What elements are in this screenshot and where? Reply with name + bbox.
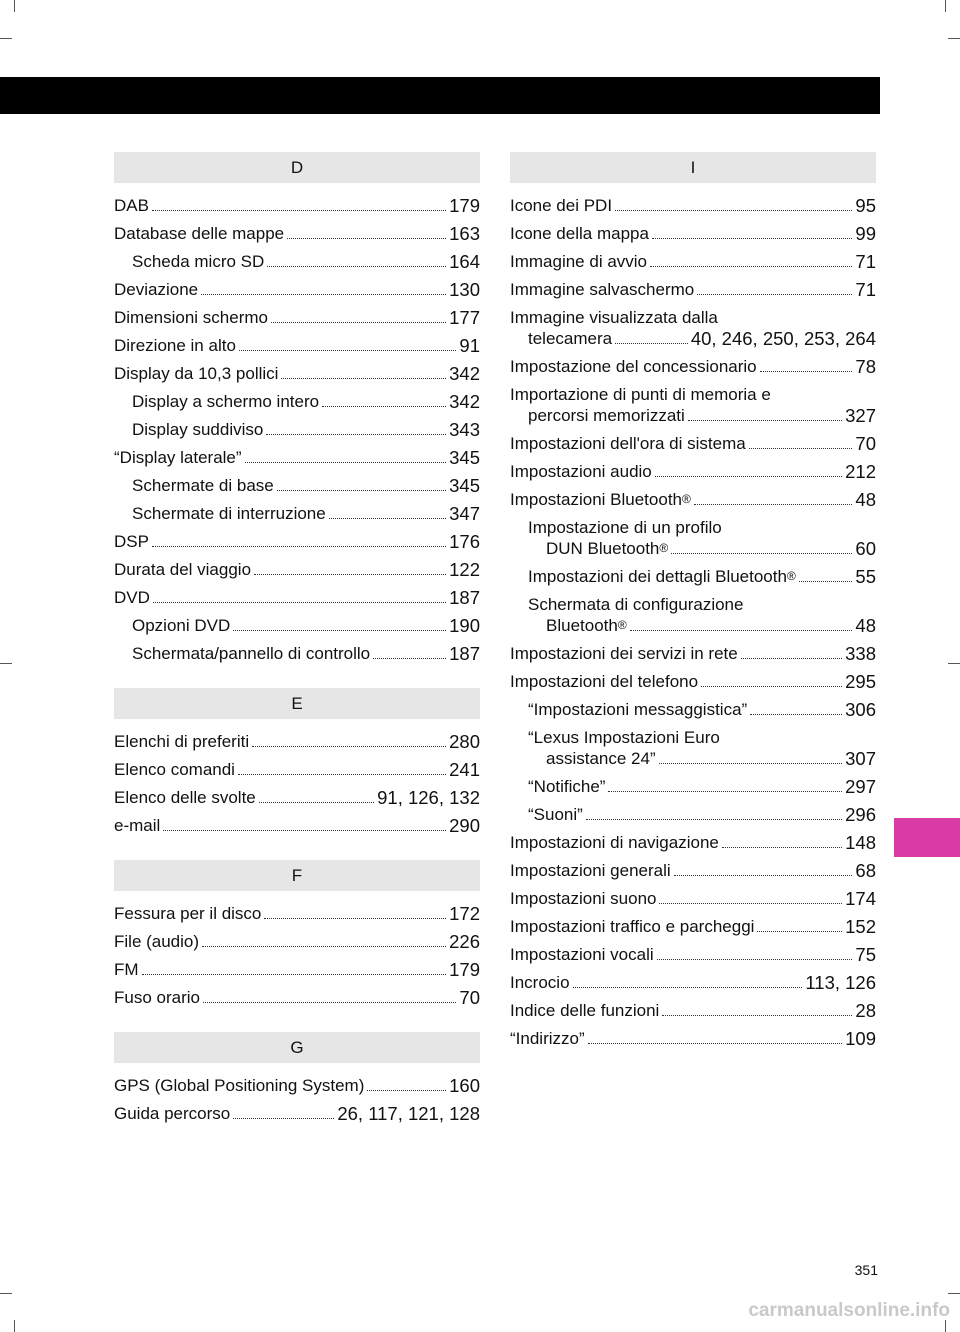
entry-page: 70 <box>855 433 876 454</box>
index-entry <box>114 528 480 556</box>
entry-page: 91, 126, 132 <box>377 787 480 808</box>
crop-mark <box>0 663 12 664</box>
dot-leader <box>671 553 852 554</box>
index-entry <box>510 192 876 220</box>
index-entry <box>510 1025 876 1053</box>
dot-leader <box>322 406 446 407</box>
dot-leader <box>741 658 842 659</box>
entry-page: 78 <box>855 356 876 377</box>
entry-page: 345 <box>449 475 480 496</box>
entry-text: Impostazioni audio <box>510 462 652 481</box>
dot-leader <box>238 774 446 775</box>
entry-text: “Impostazioni messaggistica” <box>528 700 748 719</box>
crop-mark <box>948 663 960 664</box>
dot-leader <box>203 1002 456 1003</box>
entry-text: Impostazione del concessionario <box>510 357 757 376</box>
dot-leader <box>694 504 853 505</box>
entry-page: 26, 117, 121, 128 <box>337 1103 480 1124</box>
section-letter: D <box>114 152 480 183</box>
entry-page: 164 <box>449 251 480 272</box>
index-entry <box>114 1072 480 1100</box>
entry-text: Opzioni DVD <box>132 616 231 635</box>
index-entry <box>114 784 480 812</box>
entry-text: Importazione di punti di memoria e <box>510 385 771 404</box>
entry-text: Impostazioni vocali <box>510 945 654 964</box>
entry-page: 241 <box>449 759 480 780</box>
crop-mark <box>14 0 15 12</box>
entry-text: Immagine di avvio <box>510 252 648 271</box>
registered-mark: ® <box>617 618 627 632</box>
entry-page: 40, 246, 250, 253, 264 <box>690 328 876 349</box>
index-entry <box>114 444 480 472</box>
entry-text: Elenco delle svolte <box>114 788 256 807</box>
index-entry <box>114 640 480 668</box>
entry-page: 68 <box>855 860 876 881</box>
index-entry <box>114 360 480 388</box>
index-entry <box>114 984 480 1012</box>
dot-leader <box>750 714 842 715</box>
dot-leader <box>239 350 457 351</box>
entry-text: “Lexus Impostazioni Euro <box>528 728 720 747</box>
dot-leader <box>163 830 446 831</box>
entry-text: Elenco comandi <box>114 760 235 779</box>
index-entry <box>510 486 876 514</box>
index-entry <box>114 612 480 640</box>
entry-continuation <box>510 405 876 426</box>
index-entry <box>510 913 876 941</box>
index-entry <box>510 276 876 304</box>
index-section <box>510 152 876 1053</box>
index-entry <box>510 591 876 640</box>
entry-continuation <box>528 748 876 769</box>
dot-leader <box>630 630 853 631</box>
entry-page: 338 <box>845 643 876 664</box>
dot-leader <box>153 602 446 603</box>
entry-page: 172 <box>449 903 480 924</box>
dot-leader <box>373 658 446 659</box>
index-entry <box>114 556 480 584</box>
dot-leader <box>281 378 446 379</box>
section-letter: E <box>114 688 480 719</box>
entry-text: Impostazioni di navigazione <box>510 833 719 852</box>
entry-text: Impostazioni dell'ora di sistema <box>510 434 746 453</box>
entry-text: Impostazioni generali <box>510 861 671 880</box>
entry-page: 226 <box>449 931 480 952</box>
page-number: 351 <box>854 1262 878 1278</box>
index-entry <box>510 969 876 997</box>
dot-leader <box>329 518 446 519</box>
entry-text-continued: DUN Bluetooth <box>546 539 660 558</box>
entry-text-continued: telecamera <box>528 329 613 348</box>
index-entry <box>114 956 480 984</box>
index-entry <box>114 1100 480 1128</box>
entry-text: “Suoni” <box>528 805 583 824</box>
entry-text: Indice delle funzioni <box>510 1001 660 1020</box>
entry-page: 307 <box>845 748 876 769</box>
entry-text: Impostazione di un profilo <box>528 518 722 537</box>
crop-mark <box>945 0 946 12</box>
dot-leader <box>659 763 843 764</box>
entry-page: 290 <box>449 815 480 836</box>
entry-continuation <box>510 328 876 349</box>
dot-leader <box>659 903 842 904</box>
entry-page: 280 <box>449 731 480 752</box>
entry-text: Impostazioni Bluetooth <box>510 490 682 509</box>
entry-text: Deviazione <box>114 280 199 299</box>
entry-page: 60 <box>855 538 876 559</box>
crop-mark <box>948 1293 960 1294</box>
index-entry <box>114 416 480 444</box>
index-entry <box>510 885 876 913</box>
entry-page: 48 <box>855 615 876 636</box>
entry-page: 297 <box>845 776 876 797</box>
entry-page: 91 <box>459 335 480 356</box>
dot-leader <box>259 802 374 803</box>
section-letter: F <box>114 860 480 891</box>
entry-page: 179 <box>449 959 480 980</box>
entry-text: Impostazioni suono <box>510 889 657 908</box>
entry-text: “Indirizzo” <box>510 1029 585 1048</box>
dot-leader <box>757 931 842 932</box>
entry-page: 187 <box>449 587 480 608</box>
dot-leader <box>252 746 446 747</box>
entry-text: Impostazioni dei servizi in rete <box>510 644 738 663</box>
entry-text: FM <box>114 960 139 979</box>
chapter-tab <box>894 818 960 857</box>
index-entry <box>510 430 876 458</box>
section-letter: I <box>510 152 876 183</box>
index-entry <box>114 584 480 612</box>
index-entry <box>510 458 876 486</box>
entry-page: 342 <box>449 391 480 412</box>
crop-mark <box>0 38 12 39</box>
entry-continuation <box>528 615 876 636</box>
registered-mark: ® <box>682 492 691 506</box>
dot-leader <box>254 574 446 575</box>
entry-page: 190 <box>449 615 480 636</box>
index-entry <box>510 857 876 885</box>
entry-page: 99 <box>855 223 876 244</box>
dot-leader <box>277 490 446 491</box>
dot-leader <box>586 819 842 820</box>
entry-page: 345 <box>449 447 480 468</box>
entry-text: Schermata/pannello di controllo <box>132 644 371 663</box>
index-entry <box>114 332 480 360</box>
index-section <box>114 688 480 840</box>
index-entry <box>510 220 876 248</box>
entry-text: Dimensioni schermo <box>114 308 268 327</box>
dot-leader <box>267 266 446 267</box>
dot-leader <box>264 918 446 919</box>
header-bar <box>0 77 880 114</box>
dot-leader <box>233 630 446 631</box>
dot-leader <box>233 1118 334 1119</box>
entry-page: 55 <box>855 566 876 587</box>
section-letter: G <box>114 1032 480 1063</box>
entry-page: 71 <box>855 279 876 300</box>
entry-text: Display suddiviso <box>132 420 264 439</box>
entry-page: 176 <box>449 531 480 552</box>
entry-text: “Notifiche” <box>528 777 606 796</box>
dot-leader <box>573 987 803 988</box>
entry-page: 342 <box>449 363 480 384</box>
index-entry <box>114 248 480 276</box>
entry-text: Guida percorso <box>114 1104 231 1123</box>
entry-text: Immagine salvaschermo <box>510 280 695 299</box>
index-column-left <box>114 152 480 1148</box>
dot-leader <box>652 238 852 239</box>
dot-leader <box>201 294 446 295</box>
dot-leader <box>608 791 842 792</box>
index-entry <box>510 248 876 276</box>
entry-text: Icone dei PDI <box>510 196 613 215</box>
entry-page: 187 <box>449 643 480 664</box>
entry-page: 179 <box>449 195 480 216</box>
dot-leader <box>650 266 852 267</box>
entry-page: 343 <box>449 419 480 440</box>
entry-text-continued: assistance 24” <box>546 749 656 768</box>
entry-text: DSP <box>114 532 149 551</box>
crop-mark <box>14 1320 15 1332</box>
entry-text: e-mail <box>114 816 161 835</box>
entry-page: 152 <box>845 916 876 937</box>
dot-leader <box>688 420 842 421</box>
dot-leader <box>202 946 446 947</box>
dot-leader <box>615 343 688 344</box>
index-entry <box>510 668 876 696</box>
entry-page: 295 <box>845 671 876 692</box>
entry-text: Durata del viaggio <box>114 560 252 579</box>
entry-text: Immagine visualizzata dalla <box>510 308 718 327</box>
entry-page: 347 <box>449 503 480 524</box>
dot-leader <box>701 686 842 687</box>
entry-text: Incrocio <box>510 973 570 992</box>
index-entry <box>114 812 480 840</box>
dot-leader <box>722 847 842 848</box>
index-entry <box>114 472 480 500</box>
entry-text: Scheda micro SD <box>132 252 265 271</box>
index-section <box>114 152 480 668</box>
entry-text: DAB <box>114 196 149 215</box>
dot-leader <box>674 875 853 876</box>
dot-leader <box>749 448 853 449</box>
dot-leader <box>271 322 446 323</box>
entry-page: 174 <box>845 888 876 909</box>
entry-page: 113, 126 <box>805 972 876 993</box>
crop-mark <box>0 1293 12 1294</box>
dot-leader <box>655 476 842 477</box>
index-entry <box>114 192 480 220</box>
index-entry <box>510 997 876 1025</box>
dot-leader <box>615 210 852 211</box>
entry-text: Schermata di configurazione <box>528 595 744 614</box>
dot-leader <box>588 1043 843 1044</box>
entry-text: Database delle mappe <box>114 224 285 243</box>
entry-text: Display da 10,3 pollici <box>114 364 279 383</box>
index-column-right <box>510 152 876 1073</box>
entry-text: File (audio) <box>114 932 200 951</box>
entry-page: 177 <box>449 307 480 328</box>
entry-text: Fessura per il disco <box>114 904 262 923</box>
entry-page: 160 <box>449 1075 480 1096</box>
index-entry <box>510 304 876 353</box>
entry-text: Direzione in alto <box>114 336 236 355</box>
index-entry <box>510 563 876 591</box>
index-entry <box>114 928 480 956</box>
entry-page: 163 <box>449 223 480 244</box>
index-entry <box>510 941 876 969</box>
dot-leader <box>760 371 853 372</box>
dot-leader <box>142 974 447 975</box>
crop-mark <box>948 38 960 39</box>
index-entry <box>510 829 876 857</box>
dot-leader <box>799 581 853 582</box>
entry-page: 28 <box>855 1000 876 1021</box>
dot-leader <box>152 546 446 547</box>
entry-page: 296 <box>845 804 876 825</box>
registered-mark: ® <box>659 541 669 555</box>
entry-page: 148 <box>845 832 876 853</box>
dot-leader <box>662 1015 852 1016</box>
index-entry <box>510 640 876 668</box>
entry-text: Elenchi di preferiti <box>114 732 250 751</box>
index-entry <box>510 724 876 773</box>
index-entry <box>114 756 480 784</box>
entry-text-continued: percorsi memorizzati <box>528 406 685 425</box>
entry-page: 130 <box>449 279 480 300</box>
index-section <box>114 860 480 1012</box>
index-entry <box>114 500 480 528</box>
entry-page: 71 <box>855 251 876 272</box>
index-entry <box>510 353 876 381</box>
index-entry <box>114 304 480 332</box>
entry-page: 306 <box>845 699 876 720</box>
entry-text: Impostazioni traffico e parcheggi <box>510 917 755 936</box>
entry-text: Fuso orario <box>114 988 200 1007</box>
dot-leader <box>266 434 446 435</box>
index-entry <box>114 728 480 756</box>
dot-leader <box>367 1090 446 1091</box>
index-entry <box>510 381 876 430</box>
entry-continuation <box>528 538 876 559</box>
index-entry <box>114 388 480 416</box>
dot-leader <box>287 238 446 239</box>
dot-leader <box>245 462 447 463</box>
entry-page: 95 <box>855 195 876 216</box>
entry-text: Icone della mappa <box>510 224 649 243</box>
entry-text: “Display laterale” <box>114 448 242 467</box>
index-entry <box>510 696 876 724</box>
index-entry <box>114 900 480 928</box>
index-entry <box>510 514 876 563</box>
entry-page: 109 <box>845 1028 876 1049</box>
watermark: carmanualsonline.info <box>748 1300 950 1321</box>
dot-leader <box>152 210 446 211</box>
entry-page: 48 <box>855 489 876 510</box>
entry-page: 212 <box>845 461 876 482</box>
entry-page: 75 <box>855 944 876 965</box>
entry-text-continued: Bluetooth <box>546 616 618 635</box>
registered-mark: ® <box>786 569 796 583</box>
entry-text: Schermate di base <box>132 476 274 495</box>
entry-page: 327 <box>845 405 876 426</box>
index-section <box>114 1032 480 1128</box>
entry-text: DVD <box>114 588 150 607</box>
index-entry <box>510 773 876 801</box>
dot-leader <box>657 959 853 960</box>
entry-text: Impostazioni del telefono <box>510 672 699 691</box>
entry-text: GPS (Global Positioning System) <box>114 1076 365 1095</box>
index-entry <box>510 801 876 829</box>
entry-page: 122 <box>449 559 480 580</box>
dot-leader <box>697 294 852 295</box>
index-entry <box>114 276 480 304</box>
entry-page: 70 <box>459 987 480 1008</box>
index-entry <box>114 220 480 248</box>
entry-text: Schermate di interruzione <box>132 504 326 523</box>
entry-text: Impostazioni dei dettagli Bluetooth <box>528 567 787 586</box>
entry-text: Display a schermo intero <box>132 392 320 411</box>
